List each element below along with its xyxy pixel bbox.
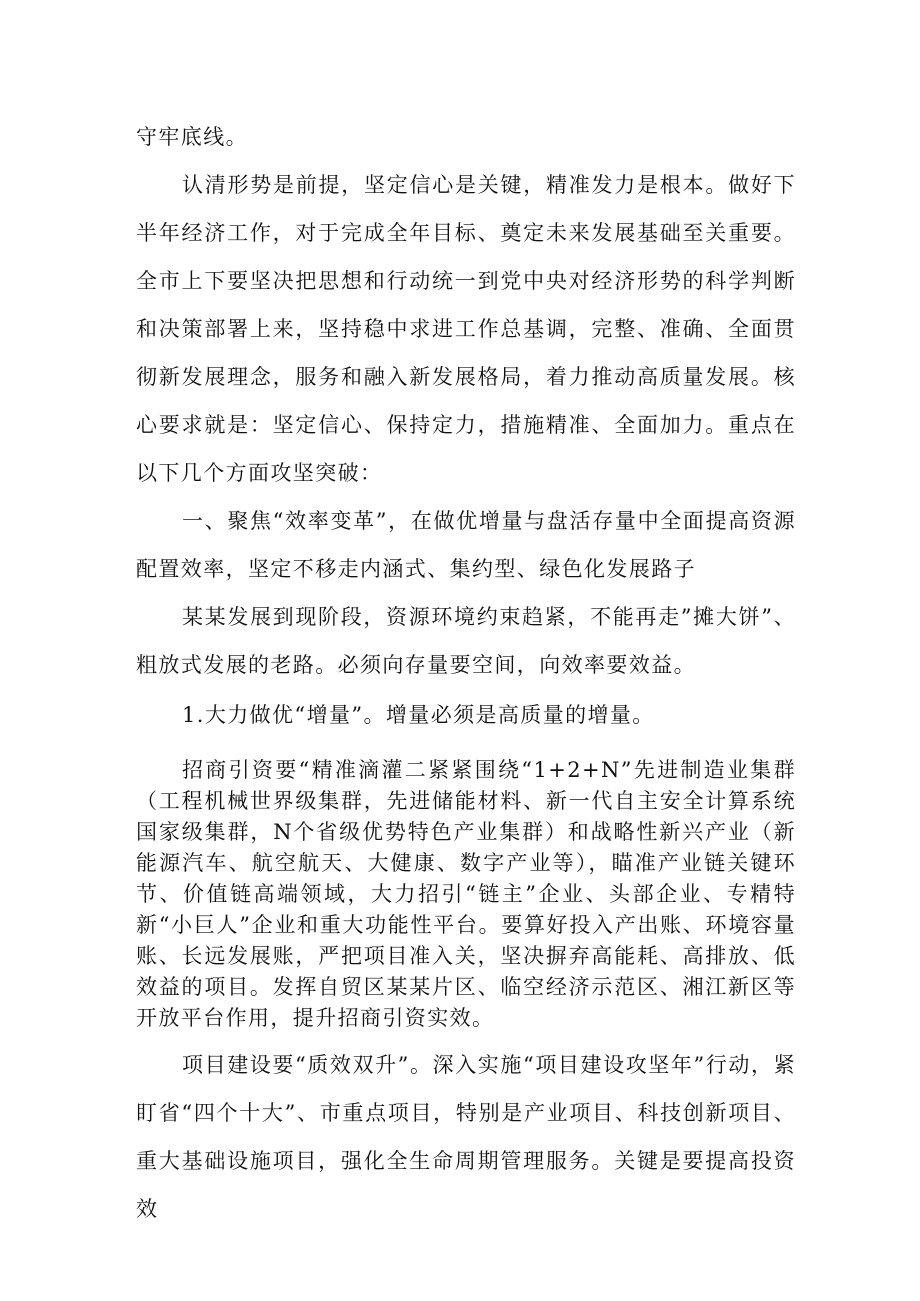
paragraph-project-construction: 项目建设要“质效双升”。深入实施“项目建设攻坚年”行动，紧盯省“四个十大”、市重点项目，特别是产业项目、科技创新项目、重大基础设施项目，强化全生命周期管理服务。关键是要提高投资效 [136, 1053, 796, 1221]
section-heading-efficiency-reform: 一、聚焦“效率变革”，在做优增量与盘活存量中全面提高资源配置效率，坚定不移走内涵式、集约型、绿色化发展路子 [136, 509, 796, 581]
paragraph-closing-line: 守牢底线。 [136, 125, 248, 149]
paragraph-situation-overview: 认清形势是前提，坚定信心是关键，精准发力是根本。做好下半年经济工作，对于完成全年目标、奠定未来发展基础至关重要。全市上下要坚决把思想和行动统一到党中央对经济形势的科学判断和决策部署上来，坚持稳中求进工作总基调，完整、准确、全面贯彻新发展理念，服务和融入新发展格局，着力推动高质量发展。核心要求就是：坚定信心、保持定力，措施精准、全面加力。重点在以下几个方面攻坚突破： [136, 173, 796, 485]
paragraph-resource-constraints: 某某发展到现阶段，资源环境约束趋紧，不能再走”摊大饼”、粗放式发展的老路。必须向存量要空间，向效率要效益。 [136, 605, 796, 677]
paragraph-investment-attraction: 招商引资要“精准滴灌二紧紧围绕“1+2+N”先进制造业集群（工程机械世界级集群，先进储能材料、新一代自主安全计算系统国家级集群，N个省级优势特色产业集群）和战略性新兴产业（新能源汽车、航空航天、大健康、数字产业等），瞄准产业链关键环节、价值链高端领域，大力招引“链主”企业、头部企业、专精特新“小巨人”企业和重大功能性平台。要算好投入产出账、环境容量账、长远发展账，严把项目准入关，坚决摒弃高能耗、高排放、低效益的项目。发挥自贸区某某片区、临空经济示范区、湘江新区等开放平台作用，提升招商引资实效。 [136, 758, 796, 1030]
subheading-optimize-increment: 1.大力做优“增量”。增量必须是高质量的增量。 [182, 703, 655, 727]
